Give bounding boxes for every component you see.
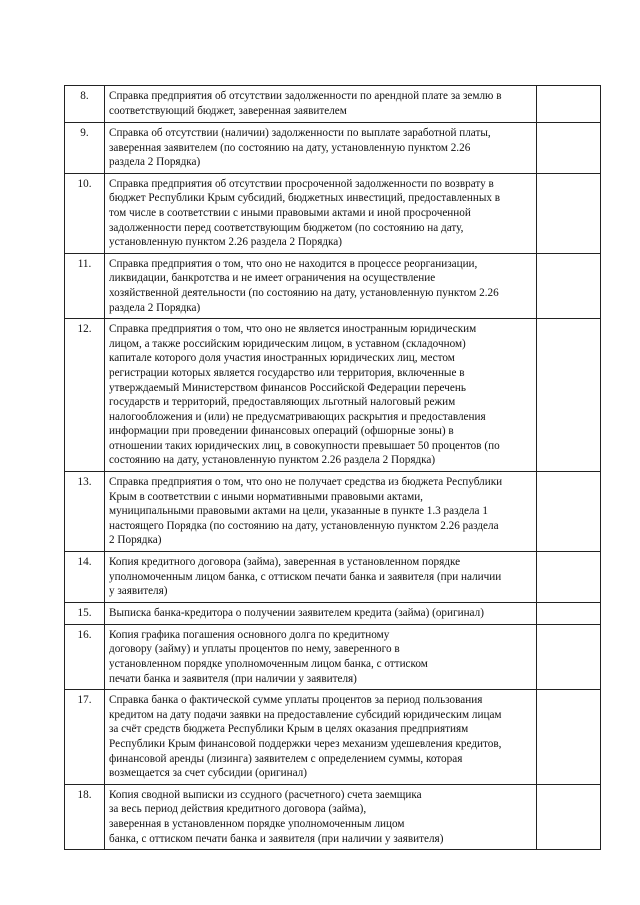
empty-mark-cell <box>537 123 601 174</box>
empty-mark-cell <box>537 173 601 253</box>
empty-mark-cell <box>537 602 601 624</box>
table-row <box>65 602 601 624</box>
table-row <box>65 123 601 174</box>
document-description-cell <box>105 472 537 552</box>
empty-mark-cell <box>537 690 601 785</box>
document-description-line: финансовой аренды (лизинга) заявителем с определением суммы, которая <box>109 752 463 765</box>
row-number: 16. <box>77 628 92 641</box>
empty-mark-cell <box>537 319 601 472</box>
document-description-line: лицом, а также российским юридическим лицом, в уставном (складочном) <box>109 337 466 350</box>
document-description-line: капитале которого доля участия иностранных юридических лиц, местом <box>109 352 455 365</box>
table-row <box>65 253 601 318</box>
document-description-cell <box>105 86 537 123</box>
document-description-line: том числе в соответствии с иными правовыми актами и иной просроченной <box>109 206 471 219</box>
document-description-line: уполномоченным лицом банка, с оттиском печати банка и заявителя (при наличии <box>109 570 502 583</box>
document-description-line: заверенная в установленном порядке уполномоченным лицом <box>109 817 405 830</box>
document-description-line: за счёт средств бюджета Республики Крым в целях оказания предприятиям <box>109 723 469 736</box>
table-row <box>65 690 601 785</box>
document-description-cell <box>105 319 537 472</box>
document-description-line: государств и территорий, предоставляющих льготный налоговый режим <box>109 396 456 409</box>
document-description-line: у заявителя) <box>109 585 168 598</box>
document-description-line: 2 Порядка) <box>109 534 162 547</box>
documents-table-body <box>65 86 601 850</box>
document-description-line: банка, с оттиском печати банка и заявителя (при наличии у заявителя) <box>109 832 444 845</box>
document-description-line: Справка предприятия о том, что оно не получает средства из бюджета Республики <box>109 476 503 489</box>
empty-mark-cell <box>537 624 601 689</box>
document-description-line: раздела 2 Порядка) <box>109 301 201 314</box>
row-number: 14. <box>77 556 92 569</box>
row-number-cell <box>65 253 105 318</box>
table-row <box>65 472 601 552</box>
row-number: 15. <box>77 606 92 619</box>
table-row <box>65 552 601 603</box>
document-description-line: муниципальными правовыми актами на цели, указанные в пункте 1.3 раздела 1 <box>109 505 488 518</box>
document-description-cell <box>105 253 537 318</box>
empty-mark-cell <box>537 552 601 603</box>
empty-mark-cell <box>537 253 601 318</box>
document-description-line: настоящего Порядка (по состоянию на дату, установленную пунктом 2.26 раздела <box>109 519 499 532</box>
row-number-cell <box>65 472 105 552</box>
document-description-line: регистрации которых является государство или территория, включенные в <box>109 366 465 379</box>
row-number: 10. <box>77 177 92 190</box>
document-description-line: договору (займу) и уплаты процентов по нему, заверенного в <box>109 643 400 656</box>
document-description-line: Крым в соответствии с иными нормативными правовыми актами, <box>109 490 423 503</box>
document-description-line: Справка предприятия о том, что оно не является иностранным юридическим <box>109 323 477 336</box>
document-description-line: за весь период действия кредитного договора (займа), <box>109 803 367 816</box>
row-number: 9. <box>80 127 89 139</box>
table-row <box>65 86 601 123</box>
document-description-line: бюджет Республики Крым субсидий, бюджетных инвестиций, предоставленных в <box>109 192 501 205</box>
document-description-line: Копия графика погашения основного долга по кредитному <box>109 628 390 641</box>
document-description-line: ликвидации, банкротства и не имеет ограничения на осуществление <box>109 272 436 285</box>
empty-mark-cell <box>537 86 601 123</box>
document-description-cell <box>105 624 537 689</box>
row-number: 12. <box>77 323 92 336</box>
document-description-line: кредитом на дату подачи заявки на предоставление субсидий юридическим лицам <box>109 708 502 721</box>
row-number-cell <box>65 690 105 785</box>
row-number-cell <box>65 319 105 472</box>
table-row <box>65 173 601 253</box>
document-description-line: Копия сводной выписки из ссудного (расчетного) счета заемщика <box>109 788 422 801</box>
row-number-cell <box>65 784 105 849</box>
document-description-line: Копия кредитного договора (займа), заверенная в установленном порядке <box>109 556 461 569</box>
document-description-line: соответствующий бюджет, заверенная заявителем <box>109 104 347 117</box>
table-row <box>65 784 601 849</box>
table-row <box>65 624 601 689</box>
document-description-cell <box>105 123 537 174</box>
empty-mark-cell <box>537 784 601 849</box>
row-number: 17. <box>77 694 92 707</box>
row-number-cell <box>65 602 105 624</box>
document-description-line: информации при проведении финансовых операций (офшорные зоны) в <box>109 425 454 438</box>
document-description-line: задолженности перед соответствующим бюджетом (по состоянию на дату, <box>109 221 464 234</box>
document-description-line: Справка об отсутствии (наличии) задолженности по выплате заработной платы, <box>109 127 491 139</box>
document-description-cell <box>105 690 537 785</box>
row-number: 18. <box>77 788 92 801</box>
document-description-line: раздела 2 Порядка) <box>109 156 201 169</box>
document-description-line: Справка предприятия об отсутствии просроченной задолженности по возврату в <box>109 177 494 190</box>
document-description-line: возмещается за счет субсидии (оригинал) <box>109 767 307 780</box>
document-description-cell <box>105 784 537 849</box>
row-number-cell <box>65 173 105 253</box>
document-description-line: налогообложения и (или) не предусматривающих раскрытия и предоставления <box>109 410 486 423</box>
row-number-cell <box>65 86 105 123</box>
document-description-line: Выписка банка-кредитора о получении заявителем кредита (займа) (оригинал) <box>109 606 484 619</box>
document-description-line: отношении таких юридических лиц, в совокупности превышает 50 процентов (по <box>109 439 500 452</box>
row-number-cell <box>65 624 105 689</box>
table-row <box>65 319 601 472</box>
document-description-line: установленном порядке уполномоченным лицом банка, с оттиском <box>109 658 428 670</box>
document-description-cell <box>105 602 537 624</box>
document-description-line: состоянию на дату, установленную пунктом 2.26 раздела 2 Порядка) <box>109 454 436 467</box>
row-number-cell <box>65 123 105 174</box>
document-description-cell <box>105 552 537 603</box>
row-number-cell <box>65 552 105 603</box>
row-number: 11. <box>77 257 92 270</box>
document-description-line: хозяйственной деятельности (по состоянию на дату, установленную пунктом 2.26 <box>109 286 499 299</box>
document-description-line: Республики Крым финансовой поддержки через механизм удешевления кредитов, <box>109 737 502 750</box>
row-number: 8. <box>80 90 89 102</box>
document-description-cell <box>105 173 537 253</box>
documents-table <box>64 85 601 850</box>
empty-mark-cell <box>537 472 601 552</box>
document-description-line: установленную пунктом 2.26 раздела 2 Порядка) <box>109 236 342 249</box>
row-number: 13. <box>77 476 92 489</box>
document-description-line: Справка предприятия о том, что оно не находится в процессе реорганизации, <box>109 257 478 270</box>
document-description-line: печати банка и заявителя (при наличии у заявителя) <box>109 672 357 685</box>
document-description-line: заверенная заявителем (по состоянию на дату, установленную пунктом 2.26 <box>109 141 471 154</box>
document-description-line: Справка банка о фактической сумме уплаты процентов за период пользования <box>109 694 483 707</box>
document-description-line: утверждаемый Министерством финансов Российской Федерации перечень <box>109 381 466 394</box>
document-description-line: Справка предприятия об отсутствии задолженности по арендной плате за землю в <box>109 90 502 102</box>
